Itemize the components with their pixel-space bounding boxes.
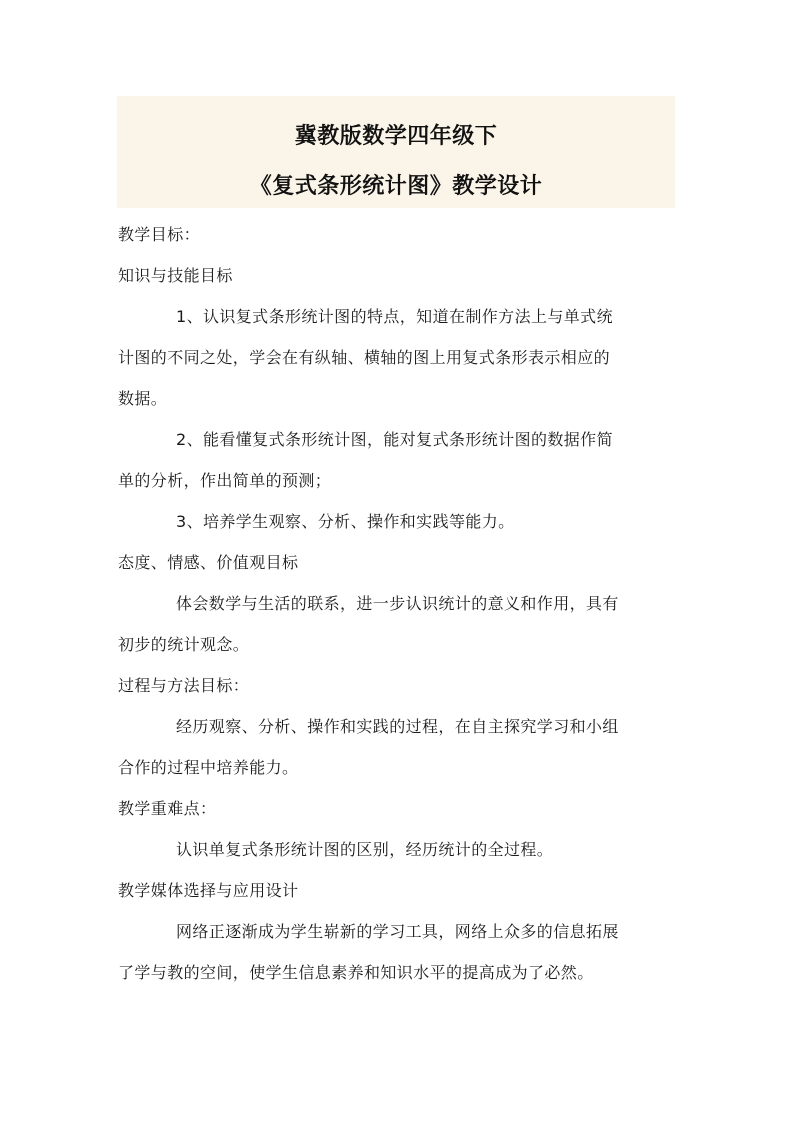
document-body [118,214,678,993]
paragraph-line: 经历观察、分析、操作和实践的过程，在自主探究学习和小组 [176,717,619,736]
paragraph-line: 数据。 [118,389,168,408]
paragraph-line: 教学重难点： [118,799,217,818]
paragraph-line: 知识与技能目标 [118,266,233,285]
paragraph-line: 1、认识复式条形统计图的特点，知道在制作方法上与单式统 [176,307,613,326]
paragraph-line: 过程与方法目标： [118,676,250,695]
document-subtitle: 《复式条形统计图》教学设计 [249,174,543,199]
paragraph-line: 态度、情感、价值观目标 [118,553,299,572]
paragraph-line: 了学与教的空间，使学生信息素养和知识水平的提高成为了必然。 [118,963,594,982]
document-title: 冀教版数学四年级下 [294,124,498,149]
paragraph-line: 初步的统计观念。 [118,635,250,654]
paragraph-line: 3、培养学生观察、分析、操作和实践等能力。 [176,512,515,531]
paragraph-line: 认识单复式条形统计图的区别，经历统计的全过程。 [176,840,554,859]
paragraph-line: 合作的过程中培养能力。 [118,758,299,777]
paragraph-line: 网络正逐渐成为学生崭新的学习工具，网络上众多的信息拓展 [176,922,619,941]
paragraph-line: 体会数学与生活的联系，进一步认识统计的意义和作用，具有 [176,594,619,613]
paragraph-line: 2、能看懂复式条形统计图，能对复式条形统计图的数据作简 [176,430,613,449]
paragraph-line: 教学媒体选择与应用设计 [118,881,299,900]
paragraph-line: 计图的不同之处，学会在有纵轴、横轴的图上用复式条形表示相应的 [118,348,611,367]
title-banner [117,96,675,208]
paragraph-line: 单的分析，作出简单的预测； [118,471,332,490]
paragraph-line: 教学目标： [118,225,201,244]
